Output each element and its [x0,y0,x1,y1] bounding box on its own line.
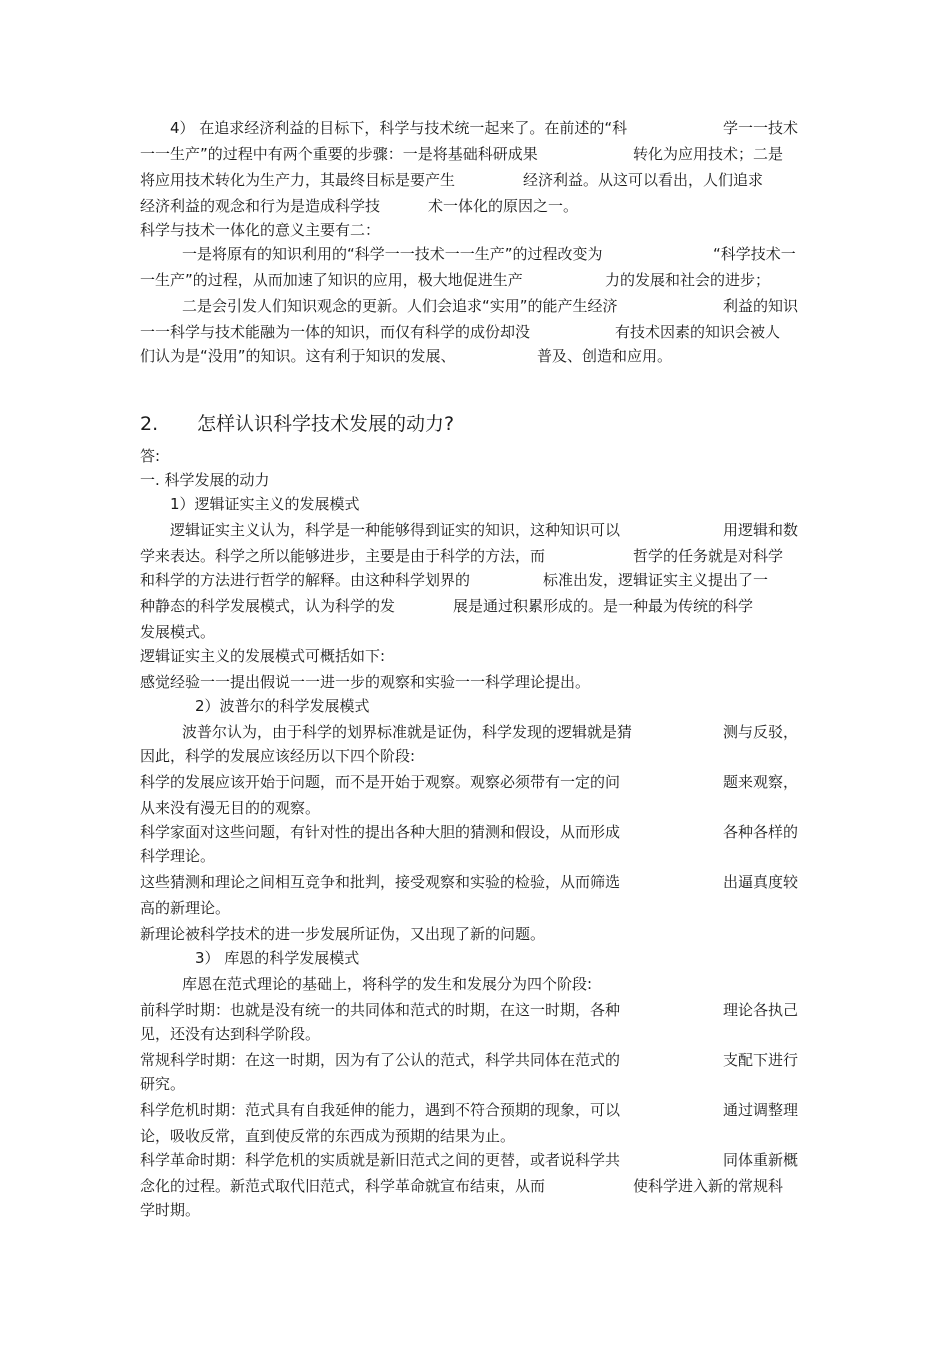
text-segment: 发展模式。 [140,623,216,641]
text-segment: 将应用技术转化为生产力，其最终目标是要产生 [140,171,456,189]
text-segment: 使科学进入新的常规科 [633,1177,784,1195]
question-title: 怎样认识科学技术发展的动力? [197,413,455,435]
subsection-heading: 3） 库恩的科学发展模式 [195,949,360,967]
text-segment: 一一科学与技术能融为一体的知识，而仅有科学的成份却没 [140,323,531,341]
text-segment: 普及、创造和应用。 [537,347,673,365]
text-segment: 从来没有漫无目的的观察。 [140,799,321,817]
text-segment: 种静态的科学发展模式，认为科学的发 [140,597,396,615]
text-segment: 理论各执己 [723,1001,799,1019]
text-segment: 常规科学时期：在这一时期，因为有了公认的范式，科学共同体在范式的 [140,1051,621,1069]
text-segment: 逻辑证实主义的发展模式可概括如下: [140,647,386,665]
text-segment: 转化为应用技术；二是 [633,145,784,163]
text-segment: 一生产”的过程，从而加速了知识的应用，极大地促进生产 [140,271,523,289]
text-segment: 力的发展和社会的进步； [605,271,771,289]
text-segment: 一是将原有的知识利用的“科学一一技术一一生产”的过程改变为 [182,245,603,263]
text-segment: 学一一技术 [723,119,799,137]
text-segment: 新理论被科学技术的进一步发展所证伪，又出现了新的问题。 [140,925,546,943]
question-number: 2. [140,413,159,435]
text-segment: 4） 在追求经济利益的目标下，科学与技术统一起来了。在前述的“科 [170,119,628,137]
text-segment: 科学与技术一体化的意义主要有二： [140,221,381,239]
text-segment: 们认为是“没用”的知识。这有利于知识的发展、 [140,347,456,365]
text-segment: 利益的知识 [723,297,799,315]
text-segment: 和科学的方法进行哲学的解释。由这种科学划界的 [140,571,471,589]
text-segment: 逻辑证实主义认为，科学是一种能够得到证实的知识，这种知识可以 [170,521,621,539]
subsection-heading: 2）波普尔的科学发展模式 [195,697,370,715]
text-segment: 论，吸收反常，直到使反常的东西成为预期的结果为止。 [140,1127,516,1145]
text-segment: 用逻辑和数 [723,521,799,539]
text-segment: 科学危机时期：范式具有自我延伸的能力，遇到不符合预期的现象，可以 [140,1101,621,1119]
text-segment: 同体重新概 [723,1151,799,1169]
text-segment: 经济利益的观念和行为是造成科学技 [140,197,381,215]
text-segment: 经济利益。从这可以看出，人们追求 [523,171,764,189]
text-segment: 研究。 [140,1075,186,1093]
text-segment: 二是会引发人们知识观念的更新。人们会追求“实用”的能产生经济 [182,297,618,315]
text-segment: 展是通过积累形成的。是一种最为传统的科学 [453,597,754,615]
text-segment: 测与反驳， [723,723,799,741]
text-segment: 标准出发，逻辑证实主义提出了一 [543,571,769,589]
answer-label: 答: [140,447,161,465]
text-segment: 哲学的任务就是对科学 [633,547,784,565]
text-segment: 科学理论。 [140,847,216,865]
text-segment: 念化的过程。新范式取代旧范式，科学革命就宣布结束，从而 [140,1177,546,1195]
text-segment: 术一体化的原因之一。 [428,197,579,215]
text-segment: 科学革命时期：科学危机的实质就是新旧范式之间的更替，或者说科学共 [140,1151,621,1169]
subsection-heading: 1）逻辑证实主义的发展模式 [170,495,360,513]
text-segment: 出逼真度较 [723,873,799,891]
text-segment: 库恩在范式理论的基础上，将科学的发生和发展分为四个阶段: [182,975,593,993]
text-segment: 各种各样的 [723,823,799,841]
text-segment: 科学家面对这些问题，有针对性的提出各种大胆的猜测和假设，从而形成 [140,823,621,841]
text-segment: 通过调整理 [723,1101,799,1119]
text-segment: 见，还没有达到科学阶段。 [140,1025,321,1043]
text-segment: 科学的发展应该开始于问题，而不是开始于观察。观察必须带有一定的问 [140,773,621,791]
text-segment: “科学技术一 [713,245,796,263]
text-segment: 支配下进行 [723,1051,799,1069]
text-segment: 前科学时期：也就是没有统一的共同体和范式的时期，在这一时期，各种 [140,1001,621,1019]
text-segment: 感觉经验一一提出假说一一进一步的观察和实验一一科学理论提出。 [140,673,591,691]
text-segment: 波普尔认为，由于科学的划界标准就是证伪，科学发现的逻辑就是猜 [182,723,633,741]
text-segment: 学时期。 [140,1201,201,1219]
section-heading: 一. 科学发展的动力 [140,471,270,489]
text-segment: 有技术因素的知识会被人 [615,323,781,341]
text-segment: 一一生产”的过程中有两个重要的步骤：一是将基础科研成果 [140,145,538,163]
text-segment: 这些猜测和理论之间相互竞争和批判，接受观察和实验的检验，从而筛选 [140,873,621,891]
text-segment: 高的新理论。 [140,899,231,917]
text-segment: 因此，科学的发展应该经历以下四个阶段: [140,747,416,765]
text-segment: 题来观察， [723,773,799,791]
text-segment: 学来表达。科学之所以能够进步，主要是由于科学的方法，而 [140,547,546,565]
